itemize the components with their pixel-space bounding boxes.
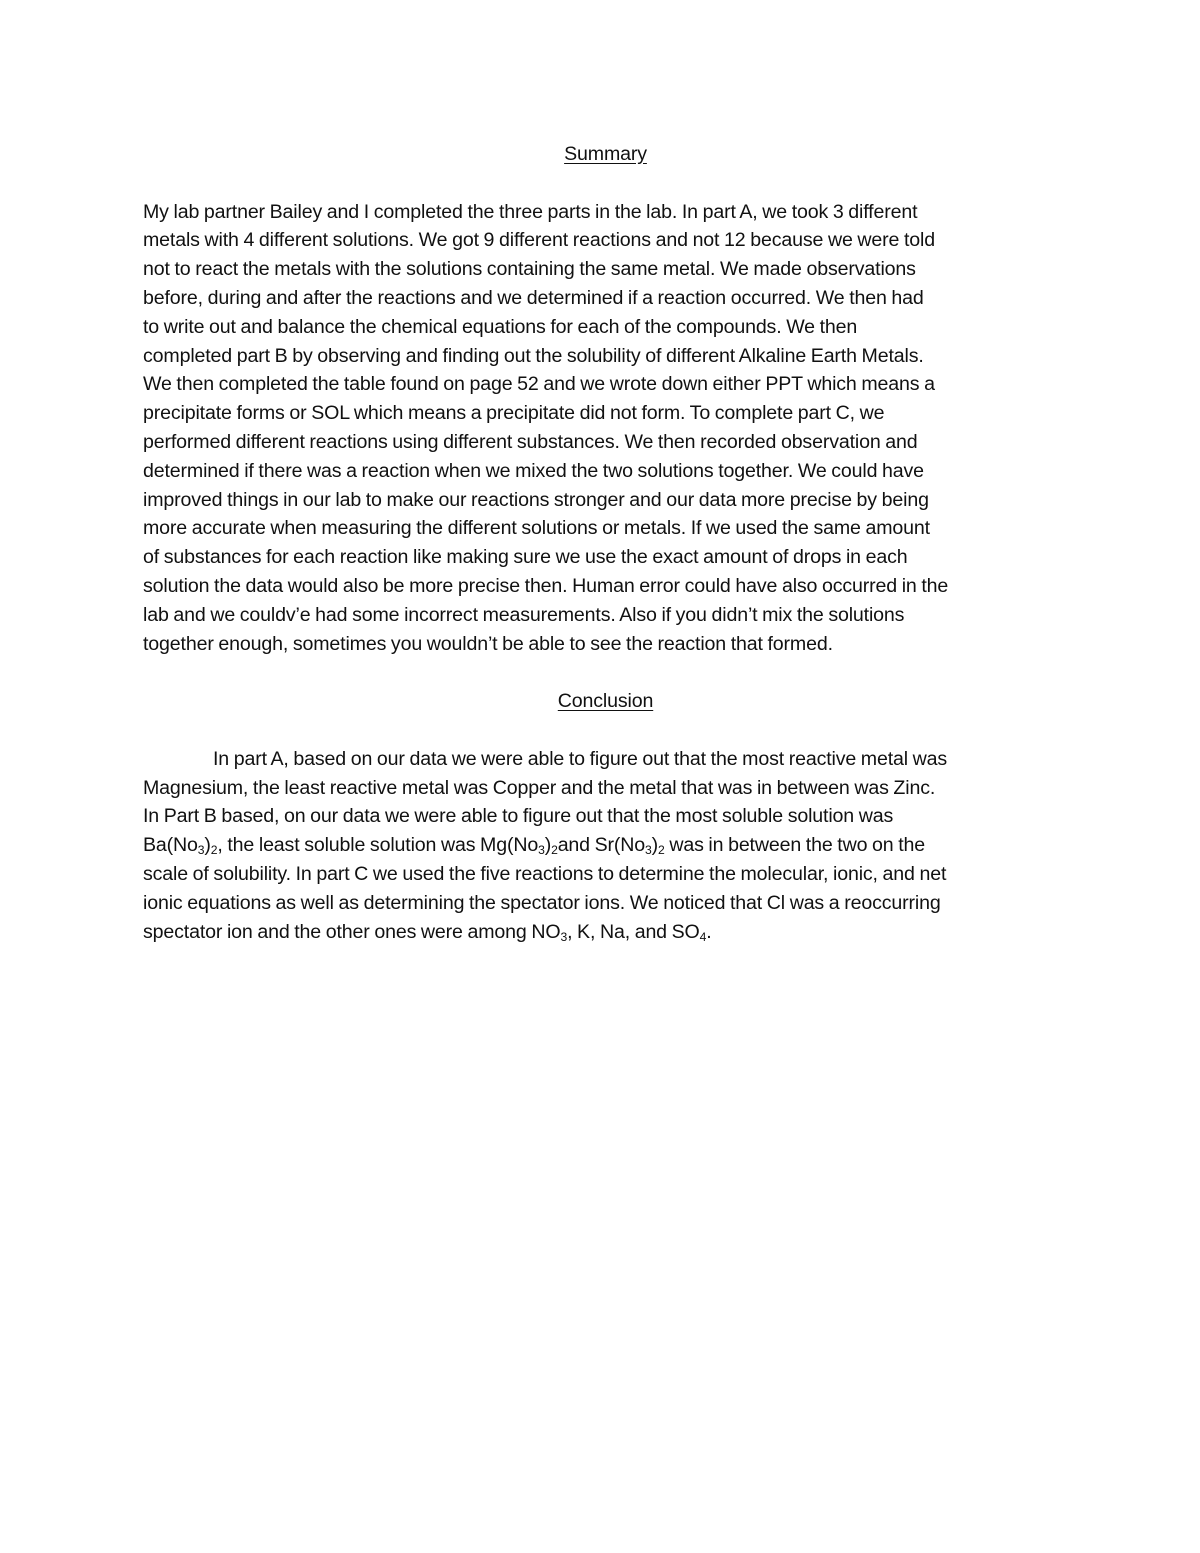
formula-subscript: 3 bbox=[538, 843, 545, 858]
formula-text: was in between the two on the bbox=[664, 834, 925, 857]
summary-line: My lab partner Bailey and I completed the three parts in the lab. In part A, we took 3 different bbox=[143, 200, 918, 223]
conclusion-line: In Part B based, on our data we were able to figure out that the most soluble solution was bbox=[143, 805, 894, 828]
ion-text: spectator ion and the other ones were among NO bbox=[143, 920, 561, 943]
summary-line: of substances for each reaction like making sure we use the exact amount of drops in each bbox=[143, 546, 908, 569]
summary-paragraph bbox=[143, 198, 1068, 659]
summary-line: determined if there was a reaction when we mixed the two solutions together. We could have bbox=[143, 459, 924, 482]
formula-text: ) bbox=[204, 834, 211, 857]
document-body bbox=[143, 140, 1068, 946]
summary-line: performed different reactions using different substances. We then recorded observation and bbox=[143, 430, 918, 453]
formula-subscript: 3 bbox=[645, 843, 652, 858]
summary-line: to write out and balance the chemical equations for each of the compounds. We then bbox=[143, 315, 858, 338]
formula-text: ) bbox=[651, 834, 659, 857]
ion-subscript: 4 bbox=[699, 929, 707, 944]
summary-line: improved things in our lab to make our reactions stronger and our data more precise by being bbox=[143, 488, 929, 511]
summary-line: completed part B by observing and finding out the solubility of different Alkaline Earth Metals. bbox=[143, 344, 924, 367]
summary-line: together enough, sometimes you wouldn’t be able to see the reaction that formed. bbox=[143, 632, 833, 655]
ion-text: . bbox=[706, 920, 712, 943]
formula-text: and Sr(No bbox=[557, 834, 646, 857]
formula-subscript: 3 bbox=[197, 843, 205, 858]
conclusion-line: In part A, based on our data we were able to figure out that the most reactive metal was bbox=[213, 747, 948, 770]
summary-line: We then completed the table found on page 52 and we wrote down either PPT which means a bbox=[143, 373, 935, 396]
summary-line: solution the data would also be more precise then. Human error could have also occurred in the bbox=[143, 574, 949, 597]
formula-subscript: 2 bbox=[551, 843, 558, 858]
formula-subscript: 2 bbox=[210, 843, 218, 858]
conclusion-heading: Conclusion bbox=[557, 690, 654, 713]
ion-text: , K, Na, and SO bbox=[567, 920, 700, 943]
formula-text: Ba(No bbox=[143, 834, 198, 857]
summary-line: more accurate when measuring the different solutions or metals. If we used the same amount bbox=[143, 517, 930, 540]
summary-line: precipitate forms or SOL which means a precipitate did not form. To complete part C, we bbox=[143, 402, 885, 425]
conclusion-line: ionic equations as well as determining the spectator ions. We noticed that Cl was a reoccurring bbox=[143, 891, 941, 914]
conclusion-line-ions bbox=[143, 918, 1068, 947]
conclusion-paragraph bbox=[143, 745, 1068, 947]
summary-line: before, during and after the reactions and we determined if a reaction occurred. We then had bbox=[143, 286, 924, 309]
formula-text: ) bbox=[544, 834, 552, 857]
conclusion-line-formulas bbox=[143, 831, 1068, 860]
conclusion-line: Magnesium, the least reactive metal was Copper and the metal that was in between was Zinc. bbox=[143, 776, 936, 799]
formula-text: , the least soluble solution was Mg(No bbox=[217, 834, 539, 857]
ion-subscript: 3 bbox=[560, 929, 568, 944]
formula-subscript: 2 bbox=[658, 843, 665, 858]
summary-line: not to react the metals with the solutions containing the same metal. We made observations bbox=[143, 258, 916, 281]
summary-heading: Summary bbox=[564, 143, 647, 165]
conclusion-line: scale of solubility. In part C we used the five reactions to determine the molecular, ionic, and net bbox=[143, 862, 947, 885]
summary-line: lab and we couldv’e had some incorrect measurements. Also if you didn’t mix the solutions bbox=[143, 603, 905, 626]
summary-line: metals with 4 different solutions. We got 9 different reactions and not 12 because we were told bbox=[143, 229, 935, 252]
